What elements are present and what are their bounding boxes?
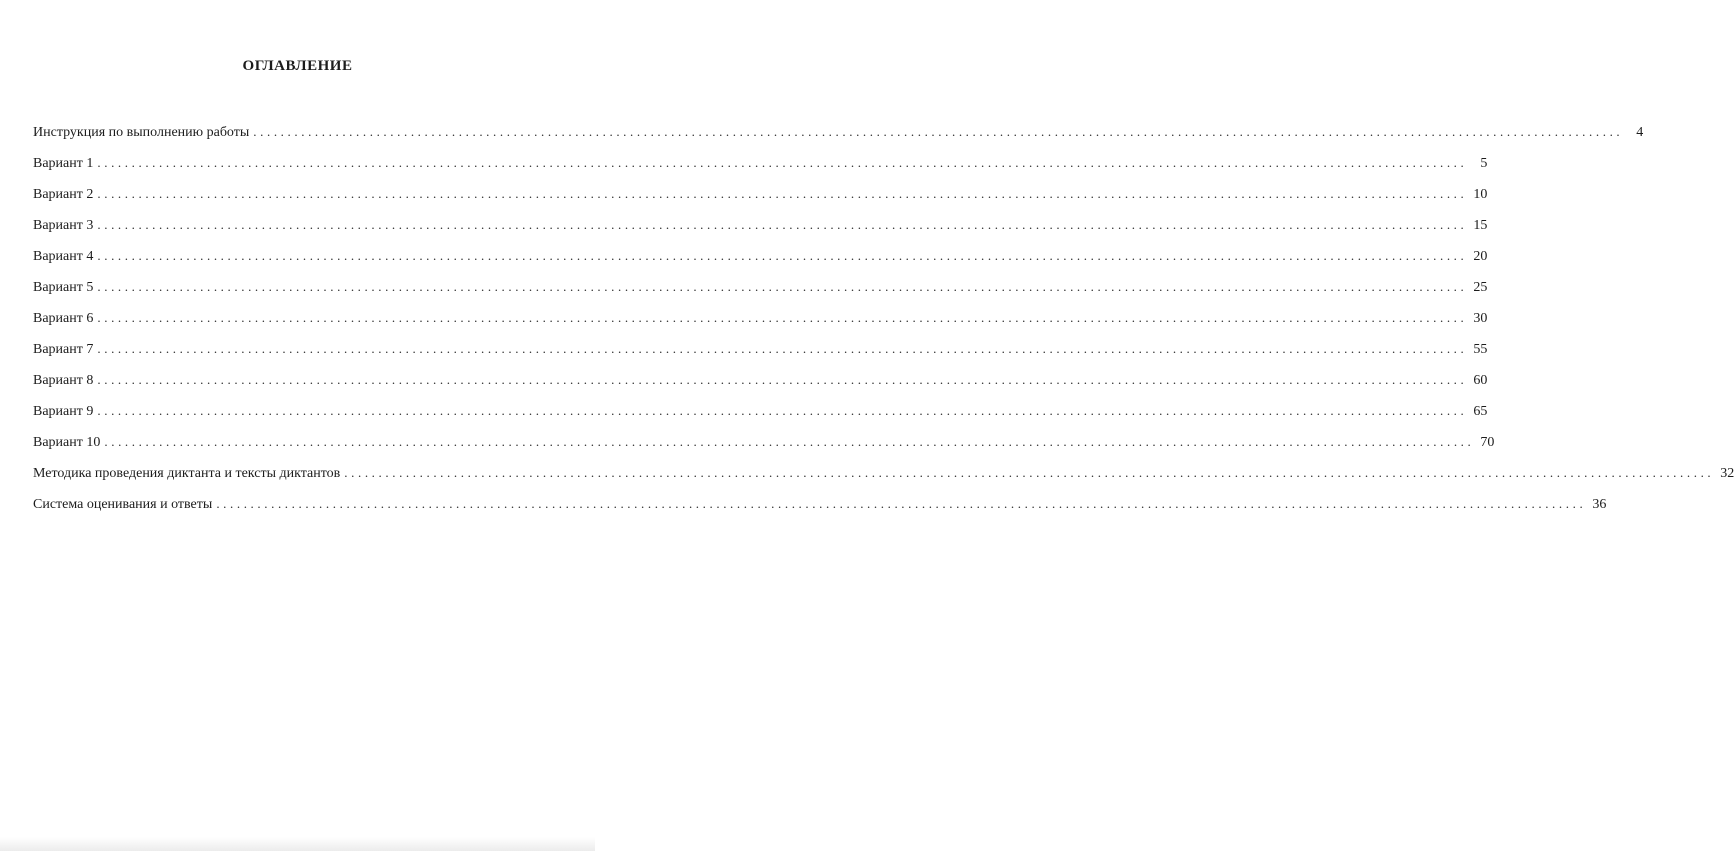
toc-entry: [33, 215, 1488, 246]
toc-entry: [33, 184, 1488, 215]
toc-entry: [33, 122, 1644, 153]
toc-entry-page: 65: [1473, 404, 1488, 419]
toc-entry-label: Вариант 9: [33, 404, 94, 419]
toc-leader-dots: ........................................................................................................................................................................................................: [97, 279, 1468, 294]
toc-leader-dots: ........................................................................................................................................................................................................: [104, 434, 1475, 449]
toc-entry-label: Вариант 10: [33, 435, 101, 450]
toc-entry: [33, 153, 1488, 184]
toc-entry: [33, 432, 1495, 463]
toc-leader-dots: ........................................................................................................................................................................................................: [97, 155, 1468, 170]
toc-entry: [33, 277, 1488, 308]
toc-entry-page: 10: [1473, 187, 1488, 202]
toc-entry: [33, 339, 1488, 370]
toc-entry: [33, 370, 1488, 401]
toc-entry-label: Инструкция по выполнению работы: [33, 125, 250, 140]
toc-entry-label: Вариант 7: [33, 342, 94, 357]
toc-entry-page: 60: [1473, 373, 1488, 388]
toc-entry-label: Вариант 3: [33, 218, 94, 233]
table-of-contents: [33, 122, 1734, 525]
toc-leader-dots: ........................................................................................................................................................................................................: [97, 248, 1468, 263]
toc-leader-dots: ........................................................................................................................................................................................................: [216, 496, 1587, 511]
toc-entry-label: Вариант 1: [33, 156, 94, 171]
page-title: ОГЛАВЛЕНИЕ: [242, 58, 353, 74]
toc-entry: [33, 463, 1734, 494]
toc-entry-page: 30: [1473, 311, 1488, 326]
toc-entry-page: 5: [1480, 156, 1488, 171]
toc-leader-dots: ........................................................................................................................................................................................................: [97, 372, 1468, 387]
toc-entry: [33, 246, 1488, 277]
toc-entry-page: 20: [1473, 249, 1488, 264]
toc-leader-dots: ........................................................................................................................................................................................................: [97, 341, 1468, 356]
toc-leader-dots: ........................................................................................................................................................................................................: [97, 310, 1468, 325]
toc-entry-page: 36: [1592, 497, 1607, 512]
toc-entry-label: Вариант 4: [33, 249, 94, 264]
toc-leader-dots: ........................................................................................................................................................................................................: [253, 124, 1624, 139]
toc-leader-dots: ........................................................................................................................................................................................................: [97, 217, 1468, 232]
page-bottom-shadow: [0, 837, 595, 851]
toc-entry-page: 15: [1473, 218, 1488, 233]
toc-entry-label: Вариант 2: [33, 187, 94, 202]
toc-leader-dots: ........................................................................................................................................................................................................: [97, 403, 1468, 418]
toc-entry-page: 55: [1473, 342, 1488, 357]
toc-entry-page: 25: [1473, 280, 1488, 295]
toc-entry: [33, 308, 1488, 339]
toc-entry: [33, 401, 1488, 432]
toc-entry-page: 70: [1480, 435, 1495, 450]
toc-entry-label: Вариант 6: [33, 311, 94, 326]
toc-entry-page: 32: [1720, 466, 1734, 481]
toc-leader-dots: ........................................................................................................................................................................................................: [97, 186, 1468, 201]
toc-entry: [33, 494, 1607, 525]
toc-entry-label: Вариант 8: [33, 373, 94, 388]
toc-entry-label: Система оценивания и ответы: [33, 497, 213, 512]
toc-entry-page: 4: [1636, 125, 1644, 140]
toc-entry-label: Методика проведения диктанта и тексты диктантов: [33, 466, 341, 481]
toc-entry-label: Вариант 5: [33, 280, 94, 295]
toc-leader-dots: ........................................................................................................................................................................................................: [344, 465, 1715, 480]
